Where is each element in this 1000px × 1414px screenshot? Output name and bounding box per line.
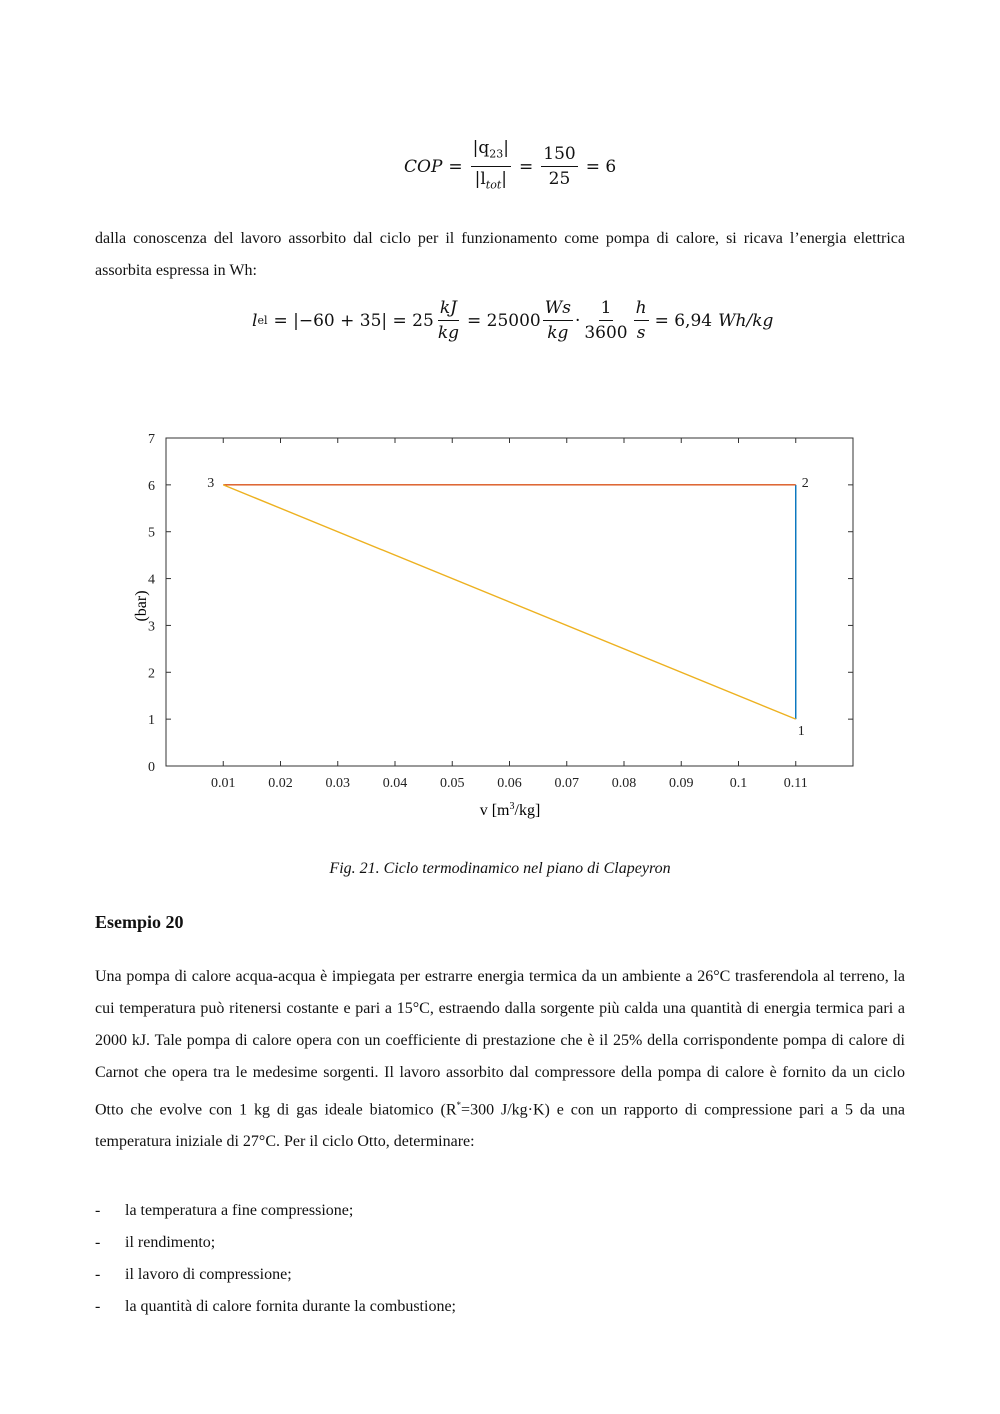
fraction-kj-kg: $\frac{kJ}{kg}$ (437, 298, 460, 343)
list-item: - la quantità di calore fornita durante la combustione; (95, 1298, 456, 1315)
x-tick-label: 0.09 (669, 776, 694, 791)
cop-result: = 6 (585, 156, 617, 177)
x-tick-label: 0.11 (783, 776, 808, 791)
equals-sign: = (448, 156, 463, 177)
paragraph-electric-energy: dalla conoscenza del lavoro assorbito dal ciclo per il funzionamento come pompa di calore, si ricava l’energia elettrica assorbita espressa in Wh: (95, 230, 905, 279)
point-label-2: 2 (801, 475, 809, 491)
list-item: - il rendimento; (95, 1234, 216, 1251)
x-tick-label: 0.06 (497, 776, 522, 791)
y-tick-label: 0 (148, 760, 155, 775)
x-axis-label: v $[m^3/kg]$ (479, 801, 541, 819)
point-label-3: 3 (207, 475, 215, 491)
x-tick-label: 0.1 (729, 776, 748, 791)
y-tick-label: 7 (148, 432, 155, 447)
y-tick-label: 2 (148, 666, 155, 682)
clapeyron-chart (0, 420, 1000, 840)
fraction-150-25: $\frac{150}{25}$ (543, 144, 576, 190)
list-item: - il lavoro di compressione; (95, 1266, 292, 1283)
list-item: - la temperatura a fine compressione; (95, 1202, 354, 1219)
point-label-1: 1 (797, 724, 805, 740)
x-tick-label: 0.03 (325, 776, 350, 791)
y-tick-label: 5 (148, 525, 155, 541)
x-tick-label: 0.07 (554, 776, 579, 791)
fraction-h-s: $\frac{h}{s}$ (635, 298, 647, 343)
x-tick-label: 0.02 (268, 776, 293, 791)
l-symbol: l (252, 310, 258, 331)
y-tick-label: 1 (148, 713, 155, 729)
fraction-ws-kg: $\frac{Ws}{kg}$ (544, 298, 571, 343)
cop-equation (404, 138, 616, 196)
fraction-1-3600: $\frac{1}{3600}$ (584, 298, 628, 343)
fraction-q23-ltot: $\frac{|q_{23}|}{|l_{tot}|}$ (472, 138, 509, 192)
equals-sign-2: = (519, 156, 534, 177)
section-heading: Esempio 20 (95, 912, 184, 932)
x-tick-label: 0.01 (211, 776, 236, 791)
y-tick-label: 3 (148, 619, 155, 635)
cop-symbol: COP (404, 156, 443, 177)
y-tick-label: 4 (148, 572, 155, 588)
question-list (95, 1195, 905, 1323)
series-line-3 (223, 485, 796, 719)
figure-caption: Fig. 21. Ciclo termodinamico nel piano di Clapeyron (329, 860, 671, 877)
x-tick-label: 0.05 (440, 776, 465, 791)
y-tick-label: 6 (148, 478, 155, 494)
x-tick-label: 0.04 (382, 776, 408, 791)
electric-work-equation: l el = |−60 + 35| = 25 $\frac{kJ}{kg}$ = 25000 $\frac{Ws}{kg}$ · $\frac{1}{3600}$ $\frac{h}{s}$ = 6,94 Wh/kg (252, 298, 774, 343)
paragraph-problem-statement: Una pompa di calore acqua-acqua è impiegata per estrarre energia termica da un ambiente a 26°C trasferendola al terreno, la cui temperatura può ritenersi costante e pari a 15°C, estraendo dalla sorgente più calda una quantità di energia termica pari a 2000 kJ. Tale pompa di calore opera con un coefficiente di prestazione che è il 25% della corrispondente pompa di calore di Carnot che opera tra le medesime sorgenti. Il lavoro assorbito dal compressore della pompa di calore è fornito da un ciclo Otto che evolve con 1 kg di gas ideale biatomico (R*=300 J/kg·K) e con un rapporto di compressione pari a 5 da una temperatura iniziale di 27°C. Per il ciclo Otto, determinare: (95, 968, 905, 1151)
x-tick-label: 0.08 (611, 776, 637, 791)
y-axis-label: (bar) (133, 590, 150, 622)
